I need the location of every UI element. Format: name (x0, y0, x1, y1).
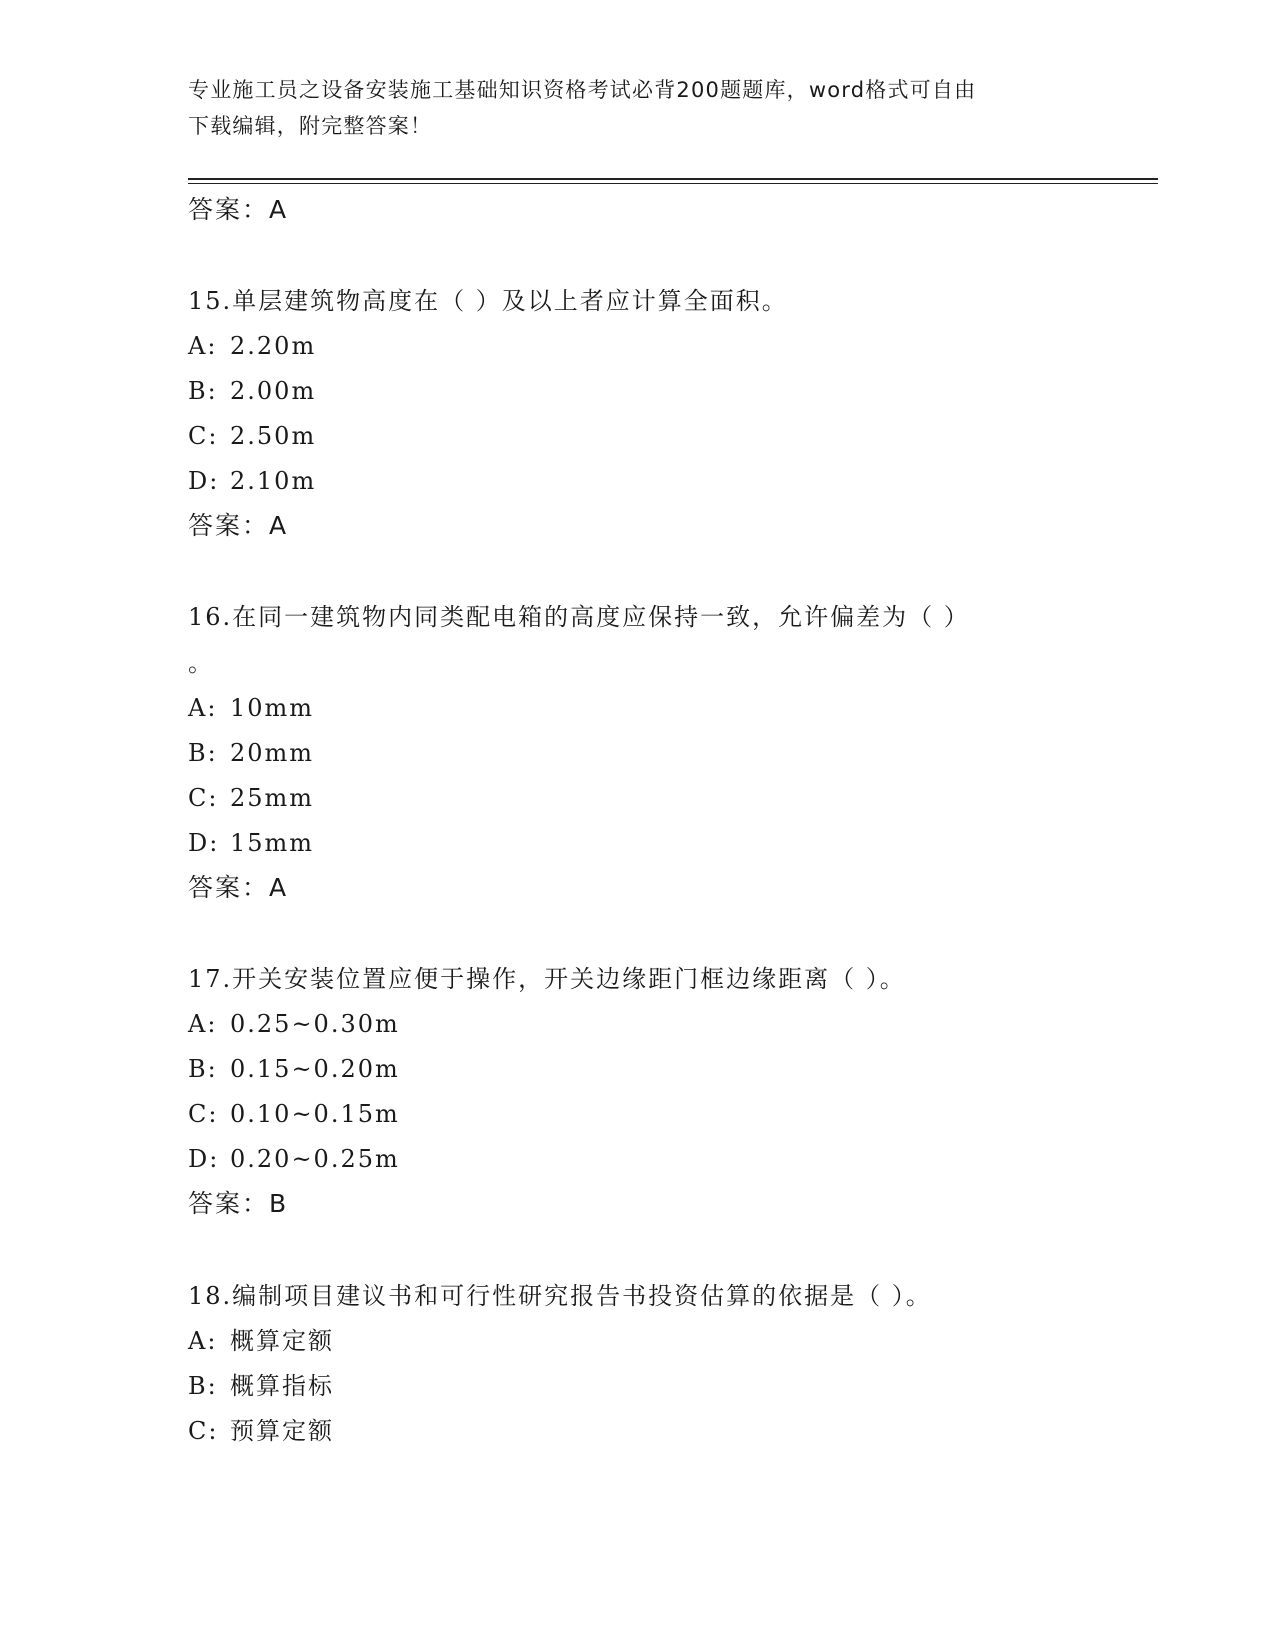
question-16-option-a: A: 10mm (188, 694, 315, 722)
question-16-answer: 答案：A (188, 873, 289, 902)
question-18-option-b: B: 概算指标 (188, 1372, 334, 1400)
question-16-stem: 16.在同一建筑物内同类配电箱的高度应保持一致，允许偏差为（ ） (188, 603, 970, 631)
question-17-stem: 17.开关安装位置应便于操作，开关边缘距门框边缘距离（ ）。 (188, 965, 906, 993)
question-16-stem-continued: 。 (188, 649, 214, 677)
question-15-stem: 15.单层建筑物高度在（ ）及以上者应计算全面积。 (188, 287, 788, 315)
question-17-option-a: A: 0.25~0.30m (188, 1010, 400, 1038)
question-17-option-b: B: 0.15~0.20m (188, 1055, 400, 1083)
question-18-stem: 18.编制项目建议书和可行性研究报告书投资估算的依据是（ ）。 (188, 1282, 932, 1310)
question-16-option-c: C: 25mm (188, 784, 315, 812)
question-16-option-d: D: 15mm (188, 829, 315, 857)
question-15-option-a: A: 2.20m (188, 332, 317, 360)
header-line-1: 专业施工员之设备安装施工基础知识资格考试必背200题题库，word格式可自由 (188, 78, 977, 102)
question-15-option-b: B: 2.00m (188, 377, 317, 405)
question-15-option-c: C: 2.50m (188, 422, 317, 450)
question-15-answer: 答案：A (188, 511, 289, 540)
header-divider-thin (188, 183, 1158, 184)
question-16-option-b: B: 20mm (188, 739, 315, 767)
previous-answer: 答案：A (188, 195, 289, 224)
header-line-2: 下载编辑，附完整答案！ (188, 114, 433, 138)
question-15-option-d: D: 2.10m (188, 467, 317, 495)
header-divider-thick (188, 178, 1158, 180)
question-18-option-a: A: 概算定额 (188, 1327, 334, 1355)
document-header (188, 72, 1088, 144)
question-17-option-c: C: 0.10~0.15m (188, 1100, 400, 1128)
question-17-answer: 答案：B (188, 1189, 289, 1218)
question-18-option-c: C: 预算定额 (188, 1417, 334, 1445)
question-17-option-d: D: 0.20~0.25m (188, 1145, 400, 1173)
